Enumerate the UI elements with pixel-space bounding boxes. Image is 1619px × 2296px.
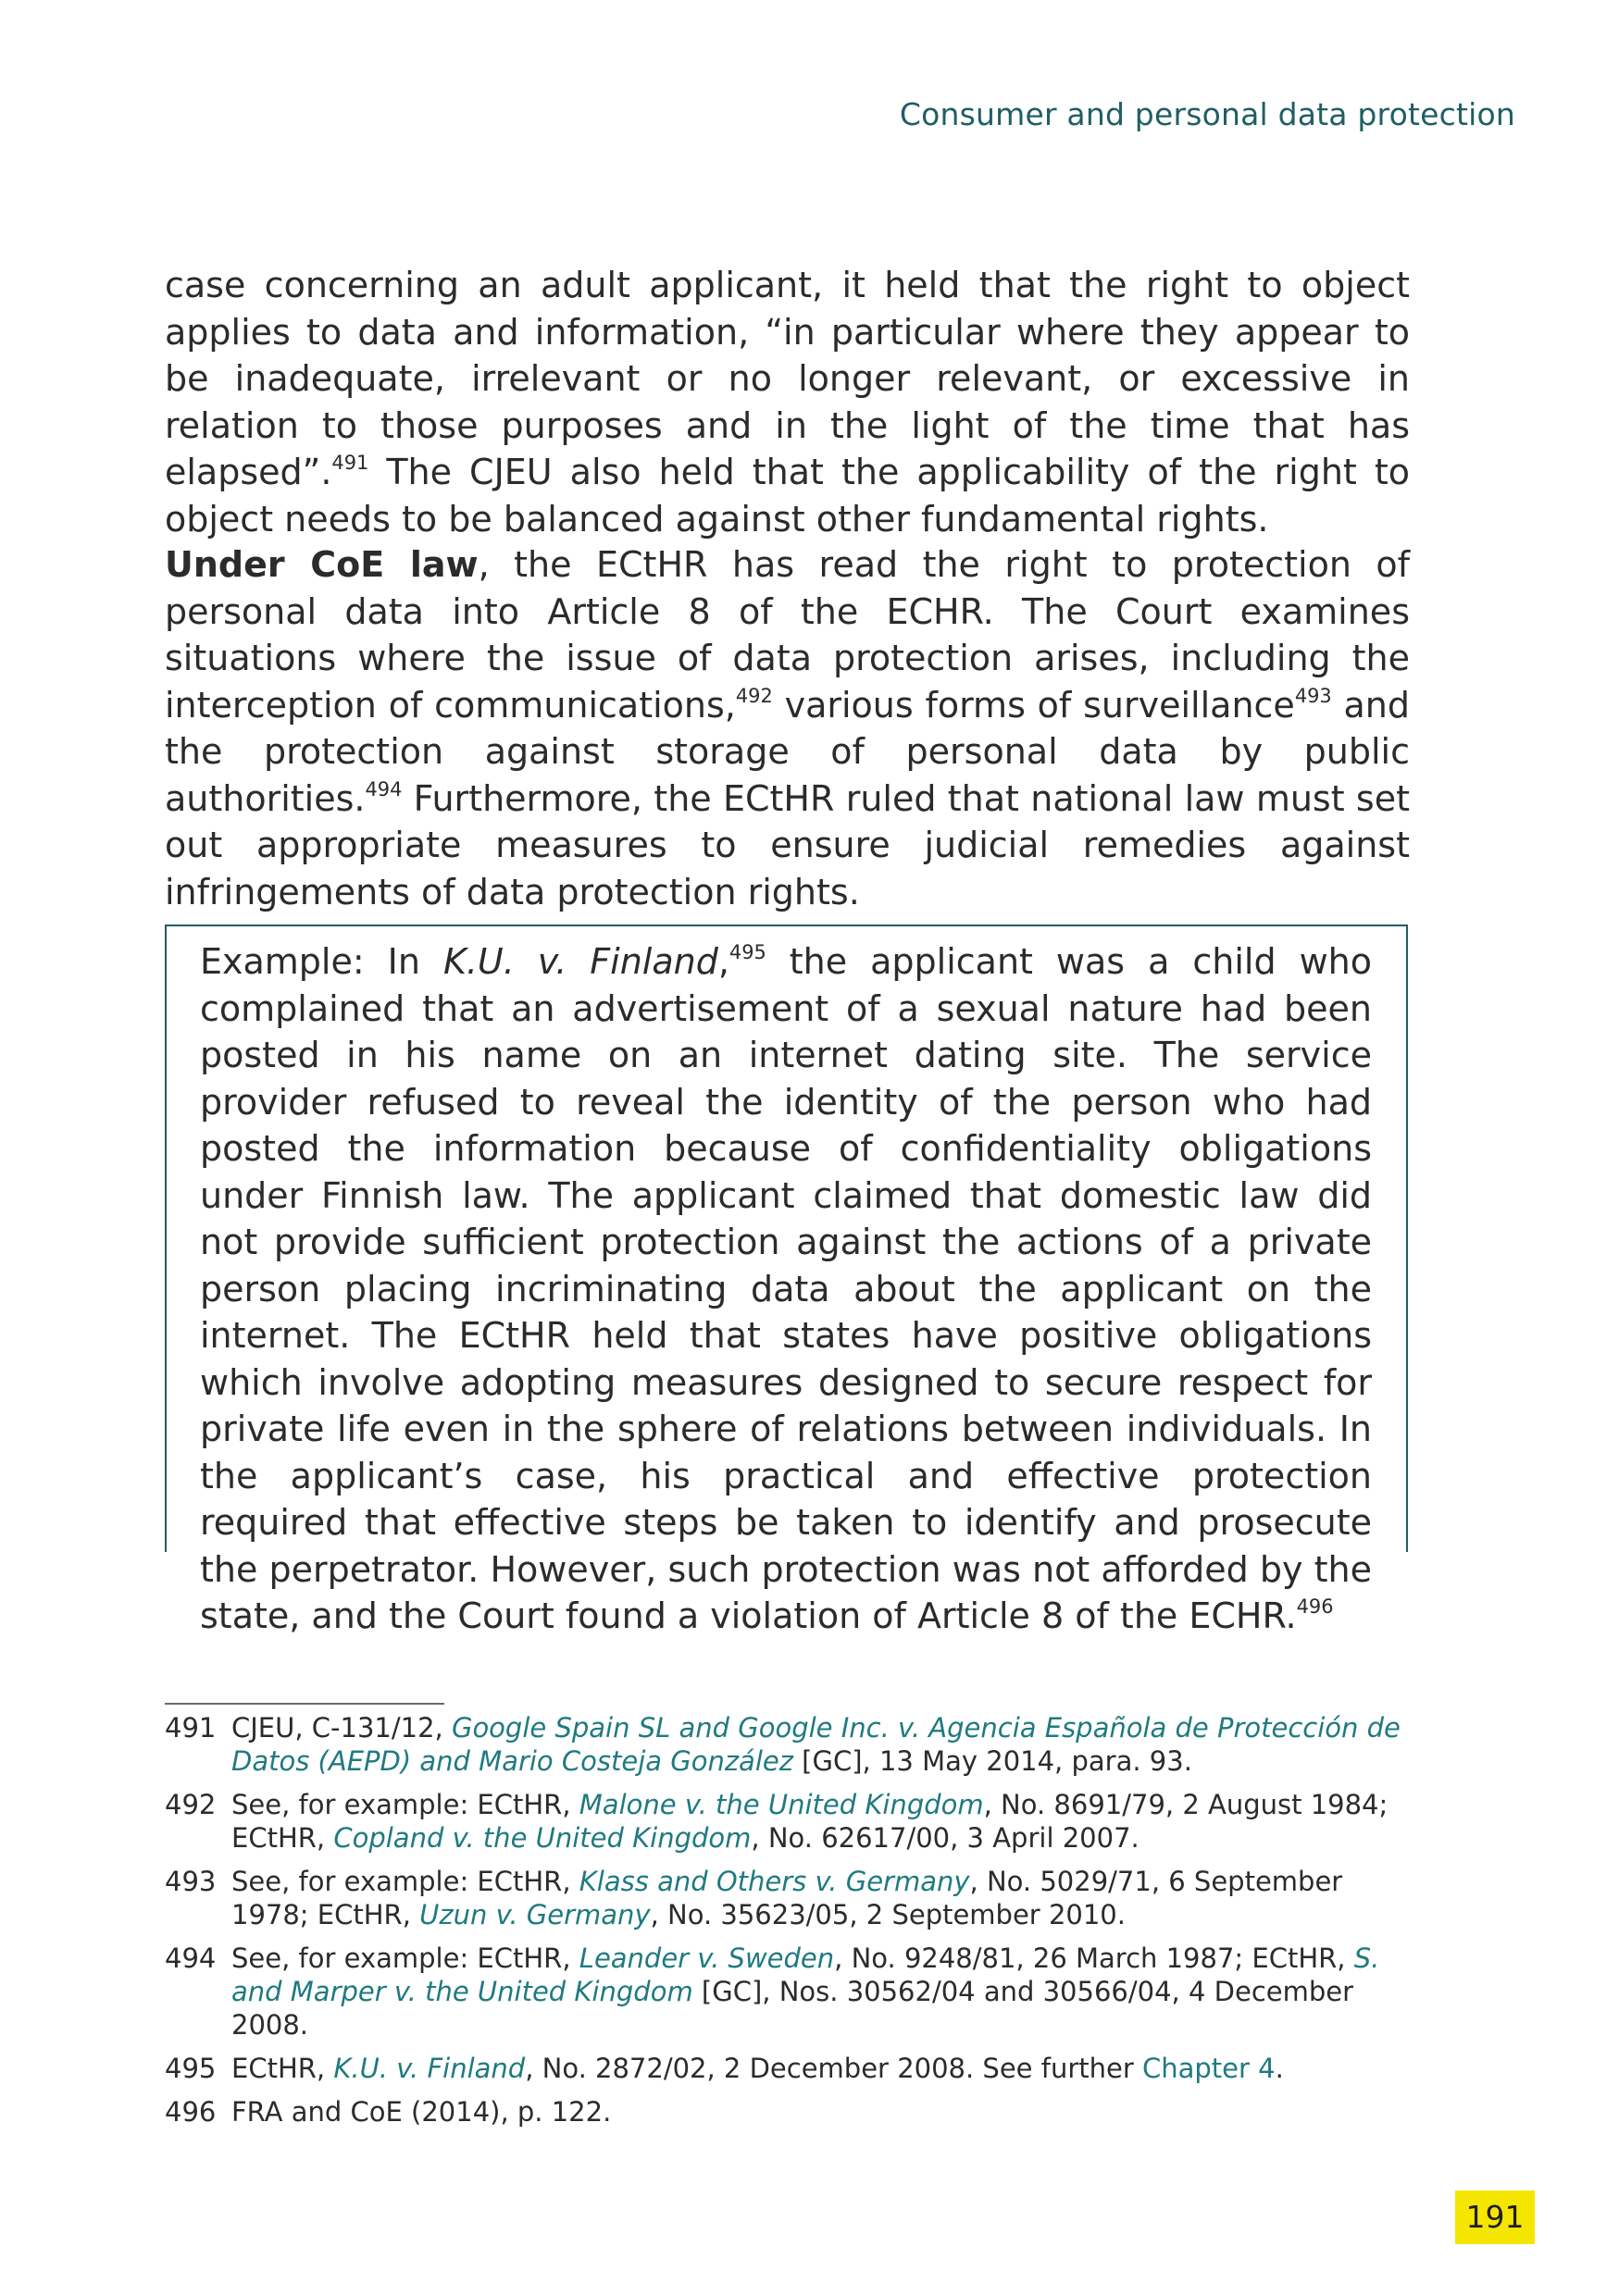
footnote-496 <box>165 2095 1424 2128</box>
paragraph-cjeu: case concerning an adult applicant, it held that the right to object applies to data and information, “in particular where they appear to be inadequate, irrelevant or no longer relevant, or excessive in relation to those purposes and in the light of the time that has elapsed”.$^{491}$ The CJEU also held that the applicability of the right to object needs to be balanced against other fundamental rights. <box>165 265 1410 540</box>
footnote-text: See, for example: ECtHR, Malone v. the United Kingdom, No. 8691/79, 2 August 1984; ECtHR, Copland v. the United Kingdom, No. 62617/00, 3 April 2007. <box>231 1789 1389 1854</box>
example-box <box>165 925 1408 1636</box>
case-link[interactable]: Copland v. the United Kingdom <box>333 1822 752 1854</box>
case-link[interactable]: Klass and Others v. Germany <box>579 1866 970 1897</box>
footnote-text: See, for example: ECtHR, Klass and Others v. Germany, No. 5029/71, 6 September 1978; ECtHR, Uzun v. Germany, No. 35623/05, 2 September 2010. <box>231 1866 1343 1930</box>
example-text: Example: In K.U. v. Finland,$^{495}$ the applicant was a child who complained that an advertisement of a sexual nature had been posted in his name on an internet dating site. The service provider refused to reveal the identity of the person who had posted the information because of confidentiality obligations under Finnish law. The applicant claimed that domestic law did not provide sufficient protection against the actions of a private person placing incriminating data about the applicant on the internet. The ECtHR held that states have positive obligations which involve adopting measures designed to secure respect for private life even in the sphere of relations between individuals. In the applicant’s case, his practical and effective protection required that effective steps be taken to identify and prosecute the perpetrator. However, such protection was not afforded by the state, and the Court found a violation of Article 8 of the ECHR.$^{496}$ <box>200 941 1372 1636</box>
footnote-number: 491 <box>165 1712 217 1744</box>
footnote-ref-494[interactable]: 494 <box>365 777 403 800</box>
footnote-ref-496[interactable]: 496 <box>1296 1595 1334 1619</box>
footnote-separator <box>165 1703 444 1705</box>
footnote-number: 494 <box>165 1942 217 1974</box>
footnote-491 <box>165 1711 1424 1778</box>
case-link[interactable]: Google Spain SL and Google Inc. v. Agencia Española de Protección de Datos (AEPD) and Mario Costeja González <box>231 1712 1401 1777</box>
footnote-ref-495[interactable]: 495 <box>729 941 766 964</box>
footnote-number: 495 <box>165 2053 217 2084</box>
footnote-495 <box>165 2052 1424 2085</box>
page-number: 191 <box>1455 2191 1535 2244</box>
case-link[interactable]: K.U. v. Finland <box>333 2053 526 2084</box>
footnote-number: 496 <box>165 2096 217 2128</box>
footnotes <box>165 1711 1424 2139</box>
footnote-492 <box>165 1788 1424 1855</box>
footnote-ref-491[interactable]: 491 <box>331 452 369 475</box>
paragraph-coe: Under CoE law, the ECtHR has read the right to protection of personal data into Article 8 of the ECHR. The Court examines situations where the issue of data protection arises, including the interception of communications,$^{492}$ various forms of surveillance$^{493}$ and the protection against storage of personal data by public authorities.$^{494}$ Furthermore, the ECtHR ruled that national law must set out appropriate measures to ensure judicial remedies against infringements of data protection rights. <box>165 544 1411 912</box>
footnote-number: 493 <box>165 1866 217 1897</box>
lead-in-bold: Under CoE law <box>165 544 479 585</box>
footnote-text: FRA and CoE (2014), p. 122. <box>231 2096 612 2128</box>
footnote-ref-492[interactable]: 492 <box>735 684 773 707</box>
case-link[interactable]: Leander v. Sweden <box>579 1942 835 1974</box>
case-link[interactable]: Uzun v. Germany <box>419 1899 651 1930</box>
footnote-493 <box>165 1865 1424 1931</box>
running-header: Consumer and personal data protection <box>899 96 1515 132</box>
footnote-text: ECtHR, K.U. v. Finland, No. 2872/02, 2 December 2008. See further Chapter 4. <box>231 2053 1284 2084</box>
footnote-text: CJEU, C-131/12, Google Spain SL and Google Inc. v. Agencia Española de Protección de Datos (AEPD) and Mario Costeja González [GC], 13 May 2014, para. 93. <box>231 1712 1401 1777</box>
chapter-link[interactable]: Chapter 4 <box>1142 2053 1276 2084</box>
case-link[interactable]: Malone v. the United Kingdom <box>579 1789 984 1820</box>
example-case-name: K.U. v. Finland <box>442 941 718 982</box>
footnote-494 <box>165 1942 1424 2042</box>
footnote-ref-493[interactable]: 493 <box>1294 684 1332 707</box>
case-link[interactable]: S. and Marper v. the United Kingdom <box>231 1942 1380 2007</box>
footnote-text: See, for example: ECtHR, Leander v. Sweden, No. 9248/81, 26 March 1987; ECtHR, S. and Marper v. the United Kingdom [GC], Nos. 30562/04 and 30566/04, 4 December 2008. <box>231 1942 1380 2041</box>
footnote-number: 492 <box>165 1789 217 1820</box>
